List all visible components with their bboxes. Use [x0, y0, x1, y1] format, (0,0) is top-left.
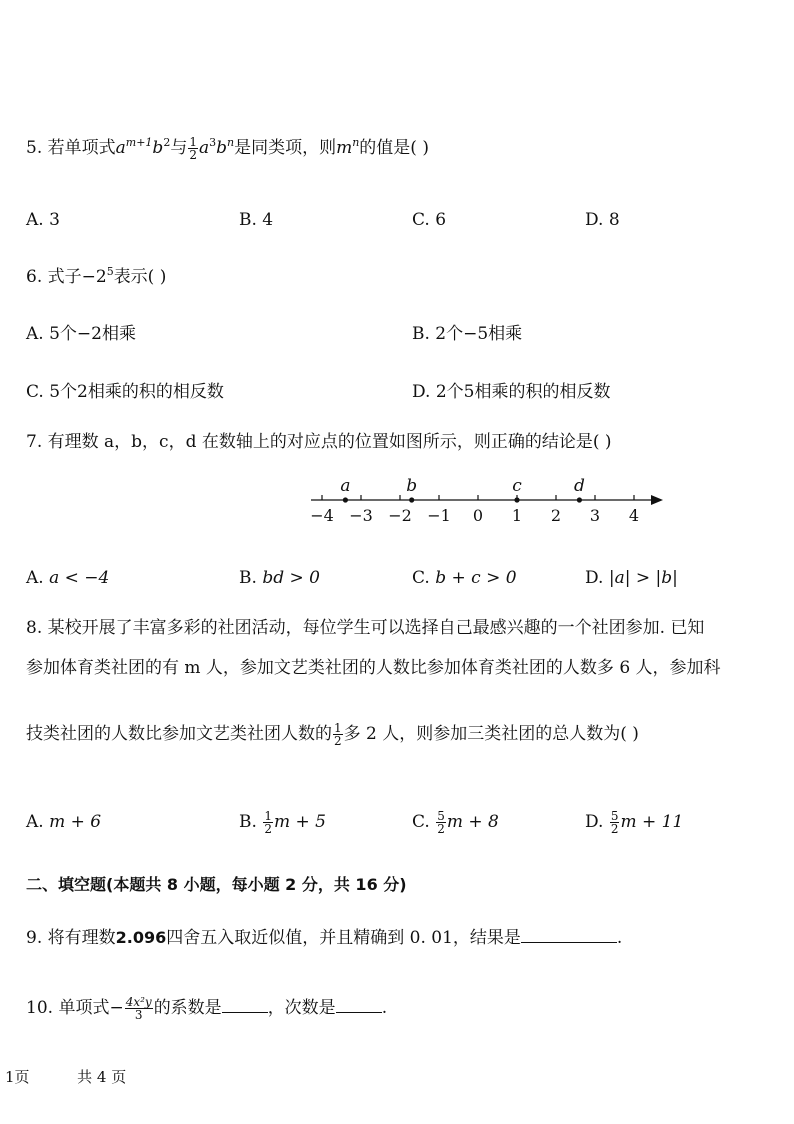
- q7-option-a: A. a < −4: [26, 568, 110, 588]
- number-line-tick-label: 3: [589, 506, 601, 525]
- question-5: [26, 136, 429, 161]
- q5-conj: 与: [170, 138, 188, 158]
- q6-expression: $-2^5$: [81, 265, 114, 287]
- q5-fraction: $\frac{1}{2}$: [189, 135, 197, 162]
- number-line-point-d: [577, 497, 582, 502]
- q5-term2: $a^3b^n$: [198, 136, 235, 158]
- q10-fraction: $\frac{\text{4x²y}}{3}$: [125, 995, 152, 1022]
- q7-option-c: C. b + c > 0: [412, 568, 517, 588]
- number-line-point-label-c: c: [512, 476, 522, 496]
- number-line-tick-label: 0: [472, 506, 484, 525]
- q5-option-a: A. 3: [26, 210, 60, 230]
- number-line-point-label-d: d: [573, 476, 585, 496]
- q8-option-d: D. $\frac{5}{2}$ m + 11: [585, 809, 684, 836]
- number-line-tick-label: −4: [310, 506, 334, 525]
- q7-option-b: B. bd > 0: [239, 568, 320, 588]
- q10-degree-blank[interactable]: [336, 996, 382, 1013]
- q5-option-b: B. 4: [239, 210, 274, 230]
- q6-option-b: B. 2个−5相乘: [412, 324, 523, 344]
- number-line-points: [340, 476, 585, 503]
- q8-fraction: $\frac{1}{2}$: [334, 721, 342, 748]
- q9-number: 2.096: [115, 928, 167, 947]
- q8-option-a: A. m + 6: [26, 812, 102, 832]
- question-10: 10. 单项式− $\frac{\text{4x²y}}{3}$ 的系数是 ，次数是 .: [26, 995, 388, 1022]
- q5-m-power: $m^n$: [336, 136, 360, 158]
- number-line-point-label-b: b: [406, 476, 418, 496]
- number-line-point-label-a: a: [340, 476, 351, 496]
- q10-coefficient-blank[interactable]: [222, 996, 268, 1013]
- number-line-tick-label: −2: [388, 506, 412, 525]
- question-9: 9. 将有理数2.096四舍五入取近似值，并且精确到 0. 01，结果是 .: [26, 928, 623, 948]
- number-line-tick-label: −3: [349, 506, 373, 525]
- q6-option-d: D. 2个5相乘的积的相反数: [412, 382, 611, 402]
- q6-option-c: C. 5个2相乘的积的相反数: [26, 382, 224, 402]
- q5-suffix: 的值是( ): [359, 138, 429, 158]
- q8-option-b: B. $\frac{1}{2}$ m + 5: [239, 809, 326, 836]
- question-8-line-1: 8. 某校开展了丰富多彩的社团活动，每位学生可以选择自己最感兴趣的一个社团参加. 已知: [26, 618, 705, 638]
- q5-option-c: C. 6: [412, 210, 447, 230]
- number-line-point-c: [514, 497, 519, 502]
- q5-option-d: D. 8: [585, 210, 620, 230]
- page-footer: [5, 1066, 126, 1087]
- q8-option-c: C. $\frac{5}{2}$ m + 8: [412, 809, 499, 836]
- q6-suffix: 表示( ): [113, 267, 167, 287]
- number-line-arrow: [651, 495, 663, 505]
- footer-page: 1页: [5, 1068, 30, 1086]
- q5-mid: 是同类项，则: [234, 138, 337, 158]
- q6-prefix: 6. 式子: [26, 267, 82, 287]
- number-line-tick-label: −1: [427, 506, 451, 525]
- section-2-title: 二、填空题(本题共 8 小题，每小题 2 分，共 16 分): [26, 875, 407, 894]
- number-line-point-b: [409, 497, 414, 502]
- q5-term1: $a^{m+1}b^2$: [115, 136, 171, 158]
- question-8-line-2: 参加体育类社团的有 m 人，参加文艺类社团的人数比参加体育类社团的人数多 6 人，参加科: [26, 658, 721, 678]
- q6-option-a: A. 5个−2相乘: [26, 324, 136, 344]
- q9-answer-blank[interactable]: [521, 926, 617, 943]
- q5-prefix: 5. 若单项式: [26, 138, 116, 158]
- question-6: [26, 265, 166, 289]
- question-7: 7. 有理数 a，b，c，d 在数轴上的对应点的位置如图所示，则正确的结论是( ): [26, 432, 612, 452]
- number-line-tick-label: 2: [550, 506, 562, 525]
- number-line-point-a: [343, 497, 348, 502]
- question-8-line-3: 技类社团的人数比参加文艺类社团人数的 $\frac{1}{2}$ 多 2 人，则参加三类社团的总人数为( ): [26, 721, 639, 748]
- number-line-figure: [305, 468, 670, 530]
- number-line-tick-label: 1: [511, 506, 523, 525]
- footer-total: 共 4 页: [77, 1068, 127, 1086]
- q7-option-d: D. |a| > |b|: [585, 568, 678, 588]
- number-line-tick-label: 4: [628, 506, 640, 525]
